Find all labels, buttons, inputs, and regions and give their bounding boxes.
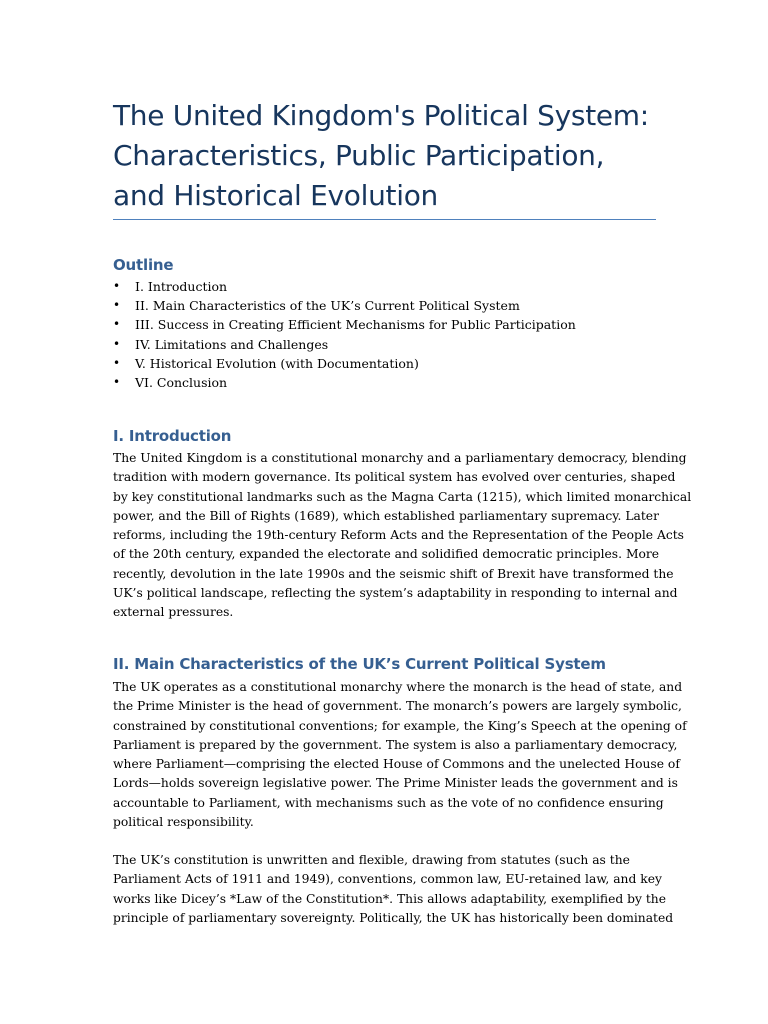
bullet-icon: •	[113, 355, 121, 370]
outline-item-label: II. Main Characteristics of the UK’s Current Political System	[135, 298, 520, 314]
paragraph-line: the Prime Minister is the head of government. The monarch’s powers are largely symbolic,	[113, 699, 682, 714]
outline-heading: Outline	[113, 256, 174, 274]
paragraph-line: The United Kingdom is a constitutional monarchy and a parliamentary democracy, blending	[113, 451, 687, 465]
paragraph-line: UK’s political landscape, reflecting the system’s adaptability in responding to internal and	[113, 586, 678, 601]
paragraph-line: Parliament is prepared by the government. The system is also a parliamentary democracy,	[113, 737, 678, 752]
introduction-paragraph	[113, 449, 692, 623]
outline-list	[113, 277, 576, 392]
main-characteristics-paragraph	[113, 678, 687, 832]
outline-item	[113, 373, 576, 392]
paragraph-line: political responsibility.	[113, 815, 254, 830]
document-title	[113, 96, 658, 216]
paragraph-line: tradition with modern governance. Its political system has evolved over centuries, shaped	[113, 470, 676, 485]
outline-item-label: III. Success in Creating Efficient Mechanisms for Public Participation	[135, 317, 576, 333]
paragraph-line: by key constitutional landmarks such as the Magna Carta (1215), which limited monarchical	[113, 489, 692, 504]
outline-item-label: I. Introduction	[135, 279, 228, 294]
section-heading-introduction: I. Introduction	[113, 427, 232, 445]
paragraph-line: recently, devolution in the late 1990s and the seismic shift of Brexit have transformed the	[113, 566, 674, 581]
bullet-icon: •	[113, 336, 121, 351]
paragraph-line: reforms, including the 19th-century Reform Acts and the Representation of the People Acts	[113, 528, 684, 543]
outline-item	[113, 277, 576, 296]
outline-item	[113, 315, 576, 334]
paragraph-line: principle of parliamentary sovereignty. Politically, the UK has historically been dominated	[113, 910, 674, 925]
outline-item-label: V. Historical Evolution (with Documentation)	[135, 355, 419, 371]
outline-item	[113, 296, 576, 315]
paragraph-line: of the 20th century, expanded the electorate and solidified democratic principles. More	[113, 547, 660, 562]
paragraph-line: where Parliament—comprising the elected House of Commons and the unelected House of	[113, 757, 680, 772]
bullet-icon: •	[113, 298, 121, 313]
document-title-line: Characteristics, Public Participation,	[113, 139, 605, 172]
outline-item	[113, 335, 576, 354]
section-heading-main-characteristics: II. Main Characteristics of the UK’s Current Political System	[113, 655, 606, 673]
paragraph-line: Lords—holds sovereign legislative power. The Prime Minister leads the government and is	[113, 776, 678, 791]
document-title-line: and Historical Evolution	[113, 179, 438, 212]
outline-item-label: IV. Limitations and Challenges	[135, 336, 329, 352]
outline-item	[113, 354, 576, 373]
document-title-line: The United Kingdom's Political System:	[113, 99, 649, 132]
constitution-paragraph	[113, 851, 674, 928]
paragraph-line: accountable to Parliament, with mechanisms such as the vote of no confidence ensuring	[113, 795, 664, 810]
paragraph-line: Parliament Acts of 1911 and 1949), conventions, common law, EU-retained law, and key	[113, 872, 662, 887]
bullet-icon: •	[113, 279, 121, 293]
paragraph-line: constrained by constitutional conventions; for example, the King’s Speech at the opening of	[113, 718, 687, 733]
outline-item-label: VI. Conclusion	[135, 374, 228, 390]
bullet-icon: •	[113, 374, 121, 389]
paragraph-line: The UK operates as a constitutional monarchy where the monarch is the head of state, and	[113, 680, 683, 694]
bullet-icon: •	[113, 317, 121, 332]
title-divider	[113, 219, 656, 220]
paragraph-line: external pressures.	[113, 605, 234, 620]
paragraph-line: power, and the Bill of Rights (1689), which established parliamentary supremacy. Later	[113, 508, 659, 523]
paragraph-line: works like Dicey’s *Law of the Constitution*. This allows adaptability, exemplified by the	[113, 891, 666, 906]
paragraph-line: The UK’s constitution is unwritten and flexible, drawing from statutes (such as the	[113, 853, 630, 867]
